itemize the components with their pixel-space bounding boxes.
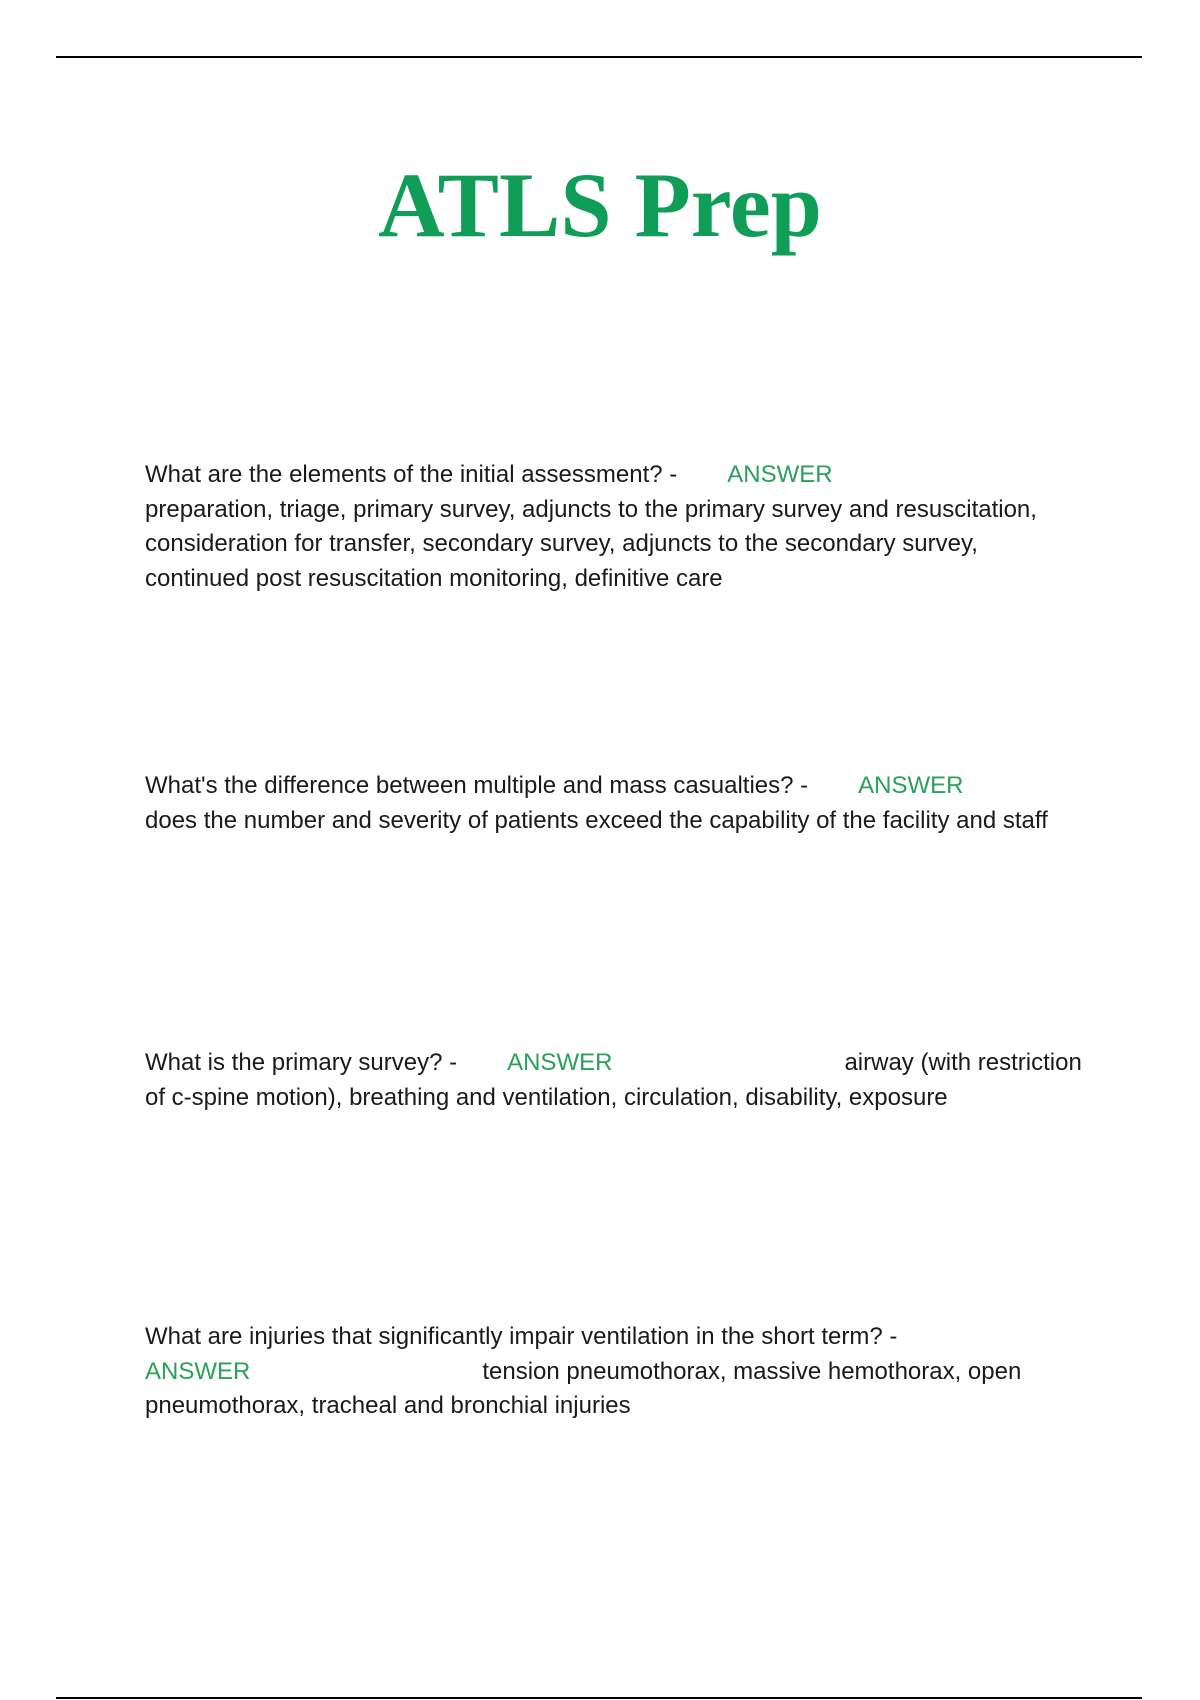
question-text: What is the primary survey? - — [145, 1049, 458, 1076]
qa-item — [145, 769, 1085, 838]
answer-text: airway (with restriction of c-spine motion), breathing and ventilation, circulation, disability, exposure — [145, 1049, 1082, 1111]
qa-item — [145, 1320, 1085, 1424]
question-text: What's the difference between multiple and mass casualties? - — [145, 772, 809, 799]
document-title: ATLS Prep — [378, 154, 822, 256]
answer-label: ANSWER — [145, 1357, 251, 1385]
answer-label: ANSWER — [858, 772, 964, 799]
qa-item — [145, 1046, 1085, 1115]
question-text: What are injuries that significantly impair ventilation in the short term? - — [145, 1323, 898, 1350]
top-rule — [56, 56, 1142, 58]
question-text: What are the elements of the initial assessment? - — [145, 461, 678, 488]
answer-text: preparation, triage, primary survey, adjuncts to the primary survey and resuscitation, consideration for transfer, secondary survey, adjuncts to the secondary survey, continued post resuscitation monitoring, definitive care — [145, 495, 1037, 592]
answer-label: ANSWER — [727, 461, 833, 488]
answer-text: does the number and severity of patients exceed the capability of the facility and staff — [145, 806, 1048, 834]
answer-text: tension pneumothorax, massive hemothorax, open pneumothorax, tracheal and bronchial injuries — [145, 1357, 1022, 1419]
answer-label: ANSWER — [507, 1049, 613, 1076]
bottom-rule — [56, 1697, 1142, 1699]
qa-item — [145, 458, 1085, 596]
